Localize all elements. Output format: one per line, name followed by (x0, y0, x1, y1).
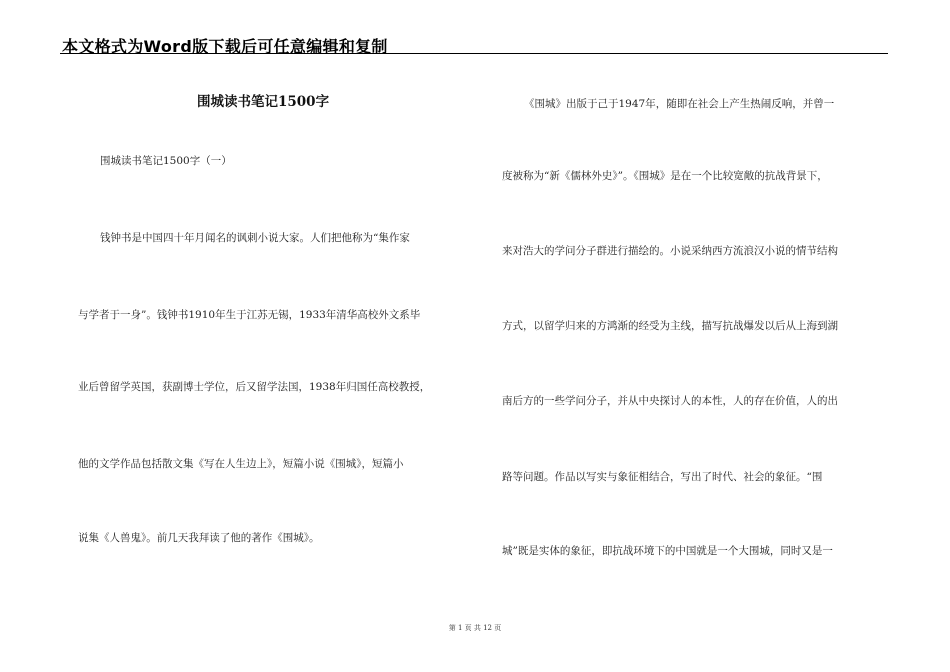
right-paragraph-line: 方式，以留学归来的方鸿渐的经受为主线，描写抗战爆发以后从上海到湖 (502, 320, 838, 332)
right-paragraph-line: 城”既是实体的象征，即抗战环境下的中国就是一个大围城，同时又是一 (502, 545, 833, 557)
right-paragraph-line: 来对浩大的学问分子群进行描绘的。小说采纳西方流浪汉小说的情节结构 (502, 245, 838, 257)
left-paragraph-line: 说集《人兽鬼》。前几天我拜读了他的著作《围城》。 (78, 532, 320, 544)
document-title: 围城读书笔记1500字 (197, 94, 330, 110)
left-paragraph-line: 与学者于一身”。钱钟书1910年生于江苏无锡，1933年清华高校外文系毕 (78, 309, 421, 321)
right-paragraph-line: 度被称为“新《儒林外史》”。《围城》是在一个比较宽敞的抗战背景下， (502, 170, 828, 182)
banner-divider (60, 53, 888, 54)
right-paragraph-line: 南后方的一些学问分子，并从中央探讨人的本性，人的存在价值，人的出 (502, 395, 838, 407)
right-paragraph-line: 路等问题。作品以写实与象征相结合，写出了时代、社会的象征。“围 (502, 471, 823, 483)
left-paragraph-line: 业后曾留学英国，获副博士学位，后又留学法国，1938年归国任高校教授， (78, 381, 431, 393)
left-paragraph-line: 钱钟书是中国四十年月闻名的讽刺小说大家。人们把他称为“集作家 (100, 232, 410, 244)
document-banner: 本文格式为Word版下载后可任意编辑和复制 (62, 37, 388, 56)
left-paragraph-line: 他的文学作品包括散文集《写在人生边上》，短篇小说《围城》，短篇小 (78, 458, 404, 470)
left-paragraph-line: 围城读书笔记1500字（一） (100, 155, 232, 167)
right-paragraph-line: 《围城》出版于己于1947年，随即在社会上产生热闹反响，并曾一 (524, 98, 835, 110)
page-number-footer: 第 1 页 共 12 页 (448, 624, 502, 632)
